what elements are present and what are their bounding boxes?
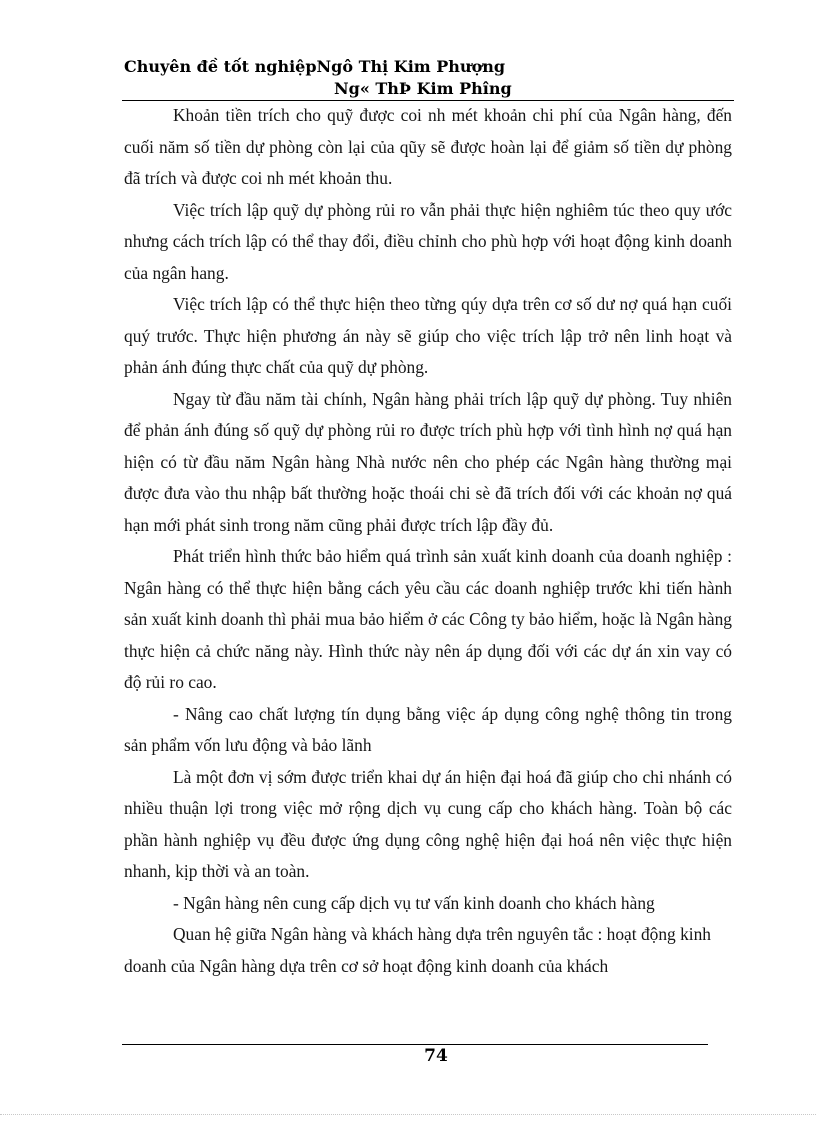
bullet-paragraph: - Ngân hàng nên cung cấp dịch vụ tư vấn kinh doanh cho khách hàng <box>173 892 655 913</box>
header-author-garbled: Ng« ThÞ Kim Phîng <box>334 79 512 98</box>
paragraph: Việc trích lập quỹ dự phòng rủi ro vẫn phải thực hiện nghiêm túc theo quy ước nhưng cách trích lập có thể thay đổi, điều chỉnh cho phù hợp với hoạt động kinh doanh của ngân hang. <box>124 199 732 283</box>
paragraph: Việc trích lập có thể thực hiện theo từng qúy dựa trên cơ số dư nợ quá hạn cuối quý trước. Thực hiện phương án này sẽ giúp cho việc trích lập trở nên linh hoạt và phản ánh đúng thực chất của quỹ dự phòng. <box>124 294 732 377</box>
page-number: 74 <box>424 1046 448 1066</box>
header-title: Chuyên đề tốt nghiệpNgô Thị Kim Phượng <box>124 57 506 76</box>
footer-rule <box>122 1044 708 1045</box>
paragraph: Ngay từ đầu năm tài chính, Ngân hàng phải trích lập quỹ dự phòng. Tuy nhiên để phản ánh đúng số quỹ dự phòng rủi ro được trích phù hợp với tình hình nợ quá hạn hiện có từ đầu năm Ngân hàng Nhà nước nên cho phép các Ngân hàng thường mại được đưa vào thu nhập bất thường hoặc thoái chi sè đã trích đối với các khoản nợ quá hạn mới phát sinh trong năm cũng phải được trích lập đầy đủ. <box>124 388 732 535</box>
paragraph: Là một đơn vị sớm được triển khai dự án hiện đại hoá đã giúp cho chi nhánh có nhiều thuận lợi trong việc mở rộng dịch vụ cung cấp cho khách hàng. Toàn bộ các phần hành nghiệp vụ đều được ứng dụng công nghệ hiện đại hoá nên việc thực hiện nhanh, kịp thời và an toàn. <box>124 766 732 881</box>
paragraph: Khoản tiền trích cho quỹ được coi nh mét khoản chi phí của Ngân hàng, đến cuối năm số tiền dự phòng còn lại của qũy sẽ được hoàn lại để giảm số tiền dự phòng đã trích và được coi nh mét khoản thu. <box>124 105 732 188</box>
paragraph: Quan hệ giữa Ngân hàng và khách hàng dựa trên nguyên tắc : hoạt động kinh doanh của Ngân hàng dựa trên cơ sở hoạt động kinh doanh của khách <box>124 924 711 976</box>
body-text <box>124 100 732 982</box>
bullet-paragraph: - Nâng cao chất lượng tín dụng bằng việc áp dụng công nghệ thông tin trong sản phẩm vốn lưu động và bảo lãnh <box>124 703 732 755</box>
running-header <box>124 56 734 100</box>
page-bottom-divider <box>0 1114 816 1115</box>
paragraph: Phát triển hình thức bảo hiểm quá trình sản xuất kinh doanh của doanh nghiệp : Ngân hàng có thể thực hiện bằng cách yêu cầu các doanh nghiệp trước khi tiến hành sản xuất kinh doanh thì phải mua bảo hiểm ở các Công ty bảo hiểm, hoặc là Ngân hàng thực hiện cả chức năng này. Hình thức này nên áp dụng đối với các dự án xin vay có độ rủi ro cao. <box>124 546 732 692</box>
